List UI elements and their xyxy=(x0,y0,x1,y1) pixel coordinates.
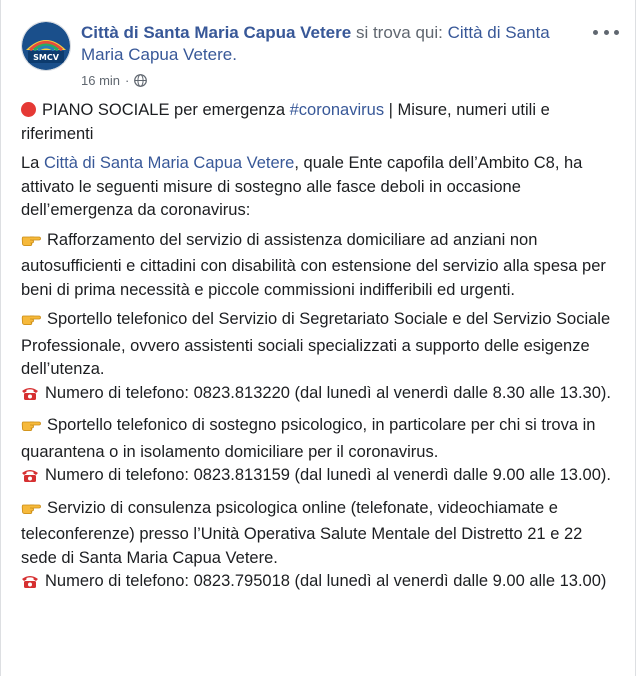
phone-2-text: Numero di telefono: 0823.813220 (dal lunedì al venerdì dalle 8.30 alle 13.30). xyxy=(45,383,611,402)
pointing-right-icon xyxy=(21,309,41,335)
more-dot xyxy=(604,30,609,35)
more-dot xyxy=(614,30,619,35)
telephone-icon xyxy=(21,385,39,409)
post-title-rest: | Misure, numeri utili e riferimenti xyxy=(21,101,550,143)
intro-text: , quale Ente capofila dell’Ambito C8, ha attivato le seguenti misure di sostegno alle fasce deboli in occasione dell’emergenza da coronavirus: xyxy=(21,154,583,219)
city-page-link[interactable]: Città di Santa Maria Capua Vetere xyxy=(43,154,295,172)
phone-3-text: Numero di telefono: 0823.813159 (dal lunedì al venerdì dalle 9.00 alle 13.00). xyxy=(45,466,611,484)
telephone-icon xyxy=(21,573,39,597)
location-prefix: si trova qui: xyxy=(355,23,443,42)
measure-2-text: Sportello telefonico del Servizio di Segretariato Sociale e del Servizio Sociale Professionale, ovvero assistenti sociali specializzati a supporto delle esigenze dell’utenza. xyxy=(21,310,611,378)
measure-item-3 xyxy=(21,414,621,491)
measure-4-text: Servizio di consulenza psicologica online (telefonate, videochiamate e teleconferenze) presso l’Unità Operativa Salute Mentale del Distretto 21 e 22 sede di Santa Maria Capua Vetere. xyxy=(21,498,583,567)
pointing-right-icon xyxy=(21,415,41,441)
post-timestamp[interactable]: 16 min xyxy=(81,73,121,88)
more-options-icon[interactable] xyxy=(593,22,619,42)
pointing-right-icon xyxy=(21,230,41,256)
measure-1-text: Rafforzamento del servizio di assistenza domiciliare ad anziani non autosufficienti e cittadini con disabilità con estensione del servizio alla spesa per beni di prima necessità e piccole commissioni indifferibili ed urgenti. xyxy=(21,230,606,299)
page-name-link[interactable]: Città di Santa Maria Capua Vetere xyxy=(81,23,352,42)
post-title-text: PIANO SOCIALE per emergenza xyxy=(42,101,290,119)
globe-icon[interactable] xyxy=(134,74,147,87)
measure-3-text: Sportello telefonico di sostegno psicologico, in particolare per chi si trova in quarantena o in isolamento domiciliare per il coronavirus. xyxy=(21,416,596,461)
hashtag-link[interactable]: #coronavirus xyxy=(289,101,385,119)
intro-prefix: La xyxy=(21,154,44,172)
meta-separator: · xyxy=(125,73,130,88)
post-author-line xyxy=(81,22,581,66)
measure-item-4 xyxy=(21,497,621,597)
measure-item-2 xyxy=(21,308,621,408)
post-header xyxy=(1,0,635,100)
post-meta xyxy=(81,73,147,88)
post-title-paragraph xyxy=(21,99,621,146)
avatar-text: SMCV xyxy=(33,53,59,62)
red-circle-icon xyxy=(21,102,36,117)
intro-paragraph xyxy=(21,152,621,223)
page-avatar[interactable] xyxy=(21,21,71,71)
phone-4-text: Numero di telefono: 0823.795018 (dal lunedì al venerdì dalle 9.00 alle 13.00) xyxy=(45,572,607,590)
post-body xyxy=(21,99,621,603)
measure-item-1 xyxy=(21,229,621,303)
more-dot xyxy=(593,30,598,35)
location-link[interactable]: Città di Santa Maria Capua Vetere. xyxy=(81,23,550,64)
pointing-right-icon xyxy=(21,498,41,524)
telephone-icon xyxy=(21,467,39,491)
